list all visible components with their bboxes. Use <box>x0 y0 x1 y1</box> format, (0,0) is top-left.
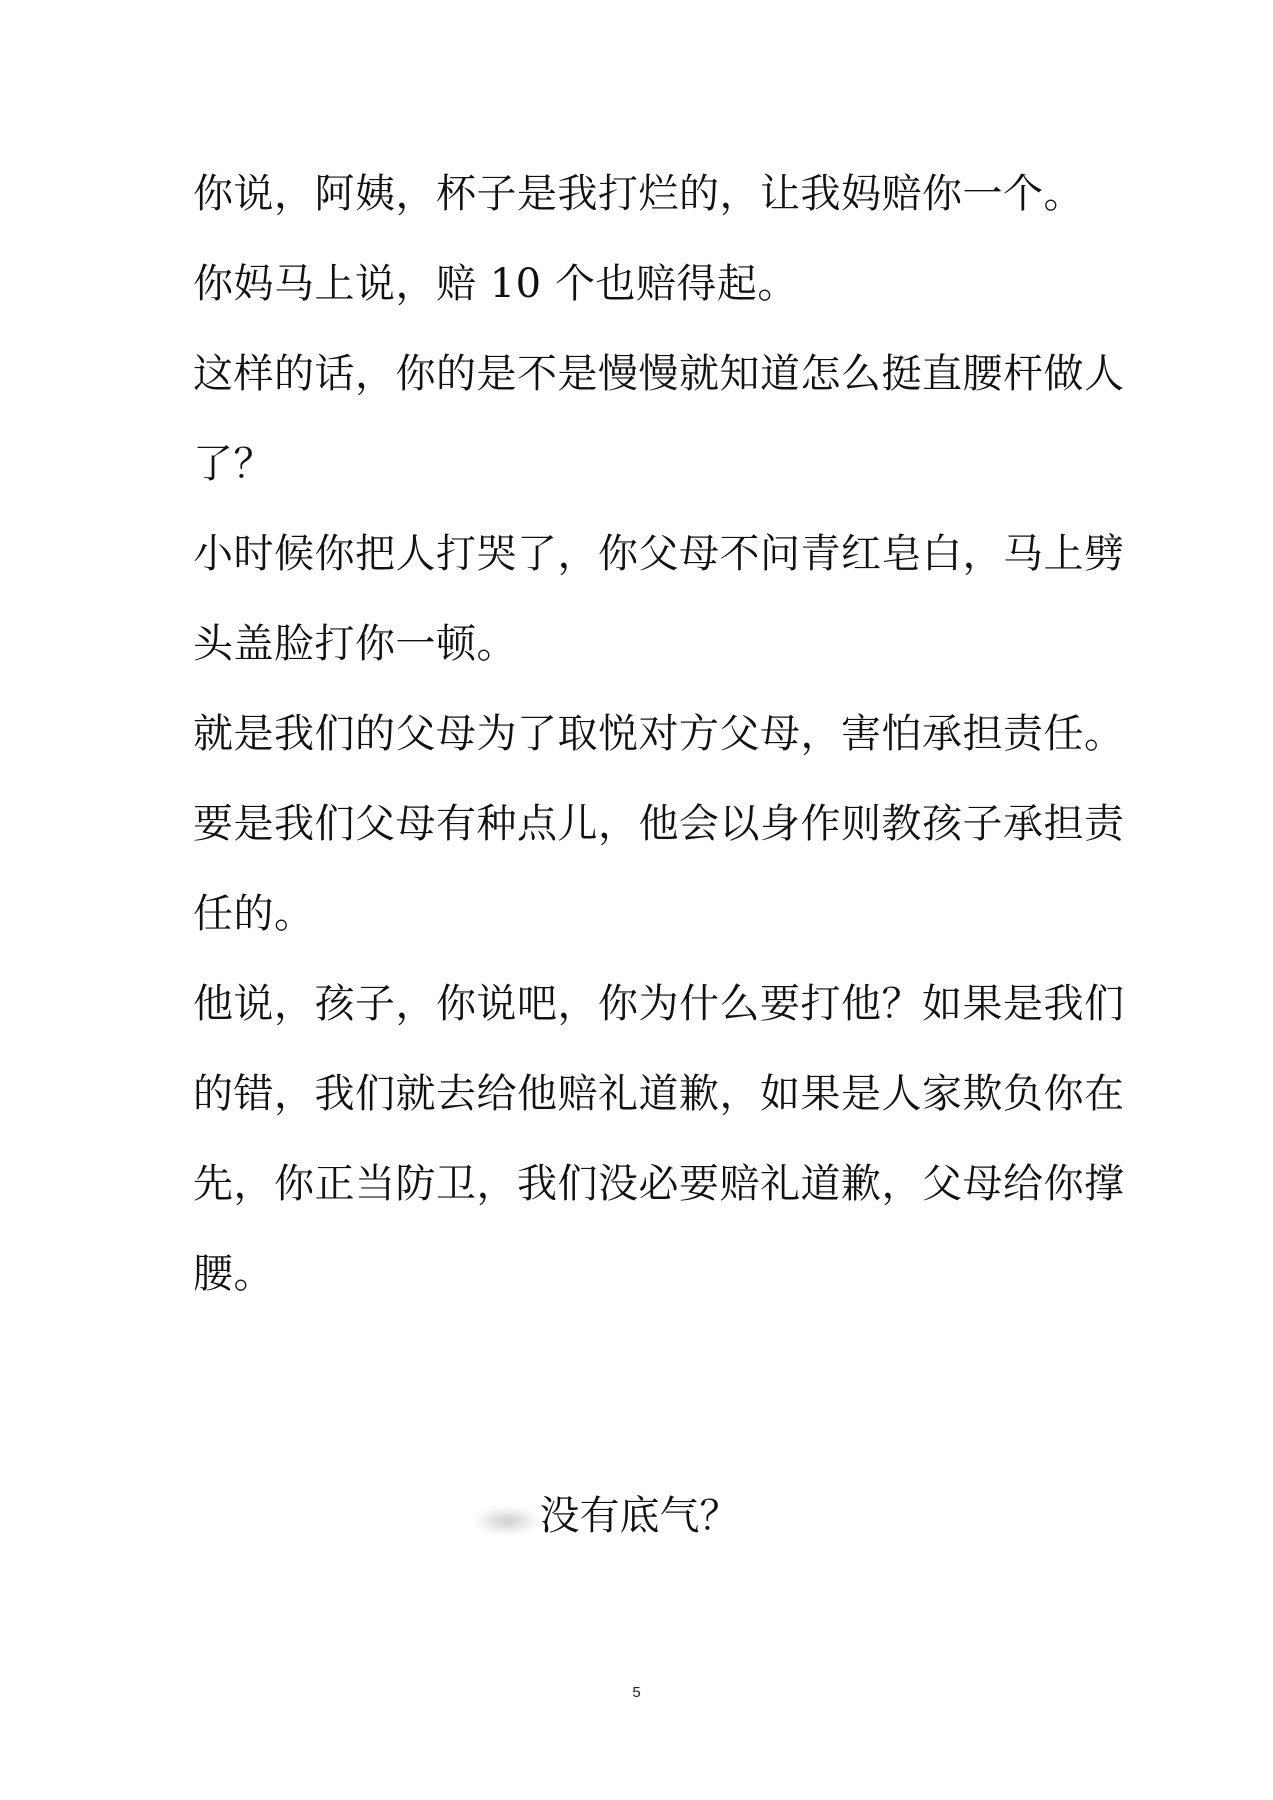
page-number: 5 <box>632 1684 641 1701</box>
text-line: 头盖脸打你一顿。 <box>193 621 517 667</box>
scan-smudge <box>476 1508 538 1534</box>
text-line: 就是我们的父母为了取悦对方父母，害怕承担责任。 <box>193 711 1125 757</box>
text-line: 的错，我们就去给他赔礼道歉，如果是人家欺负你在 <box>193 1071 1125 1117</box>
section-heading-text: 没有底气？ <box>539 1493 740 1539</box>
text-line: 先，你正当防卫，我们没必要赔礼道歉，父母给你撑 <box>193 1161 1125 1207</box>
text-line: 这样的话，你的是不是慢慢就知道怎么挺直腰杆做人 <box>193 351 1125 397</box>
text-line: 了？ <box>193 441 274 487</box>
heading-block <box>0 1490 1273 1542</box>
text-line: 他说，孩子，你说吧，你为什么要打他？如果是我们 <box>193 981 1125 1027</box>
text-line: 要是我们父母有种点儿，他会以身作则教孩子承担责 <box>193 801 1125 847</box>
text-line: 腰。 <box>193 1251 274 1297</box>
text-line: 任的。 <box>193 891 315 937</box>
text-line: 小时候你把人打哭了，你父母不问青红皂白，马上劈 <box>193 531 1125 577</box>
section-heading <box>534 1490 740 1542</box>
text-line: 你说，阿姨，杯子是我打烂的，让我妈赔你一个。 <box>193 171 1084 217</box>
text-line: 你妈马上说，赔 10 个也赔得起。 <box>193 261 798 307</box>
